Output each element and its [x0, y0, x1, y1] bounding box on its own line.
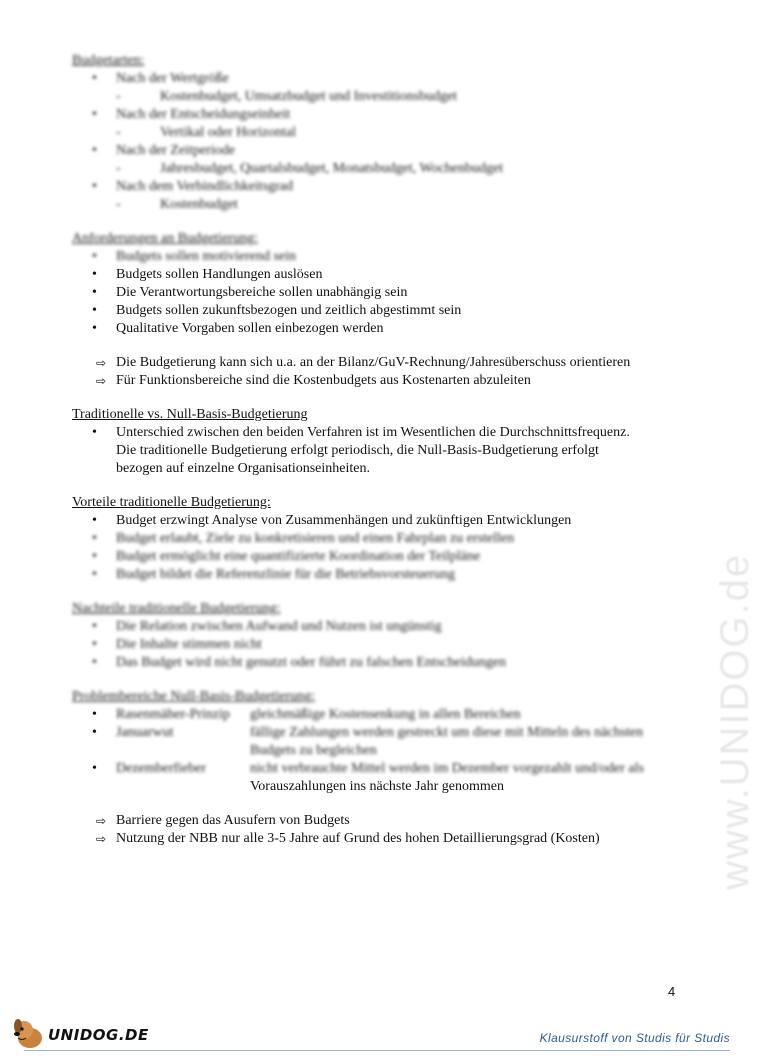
- problem-row: [72, 760, 682, 778]
- section-nachteile: [72, 600, 682, 672]
- list-item: [72, 106, 682, 142]
- section-heading: Budgetarten:: [72, 53, 145, 68]
- section-vorteile: [72, 494, 682, 584]
- section-heading: Vorteile traditionelle Budgetierung:: [72, 495, 271, 510]
- list-item: • Budget erzwingt Analyse von Zusammenhängen und zukünftigen Entwicklungen: [72, 512, 682, 530]
- unidog-logo[interactable]: [6, 1016, 156, 1054]
- arrow-list: [72, 812, 682, 848]
- dog-mascot-icon: [10, 1016, 46, 1052]
- list-item: • Budget bildet die Referenzlinie für die Betriebsvorsteuerung: [72, 566, 682, 584]
- list-item-sub: - Vertikal oder Horizontal: [116, 124, 682, 142]
- page-number: 4: [668, 984, 676, 999]
- footer-divider: [24, 1050, 730, 1051]
- list-item-label: • Nach der Wertgröße: [116, 71, 229, 86]
- problem-row: [72, 724, 682, 742]
- list-item: • Budgets sollen Handlungen auslösen: [72, 266, 682, 284]
- section-heading: Anforderungen an Budgetierung:: [72, 231, 258, 246]
- list-item: • Budgets sollen motivierend sein: [72, 248, 682, 266]
- arrow-item-text: Die Budgetierung kann sich u.a. an der Bilanz/GuV-Rechnung/Jahresüberschuss orientieren: [116, 355, 631, 370]
- section-heading: Nachteile traditionelle Budgetierung:: [72, 601, 281, 616]
- arrow-item: [72, 830, 682, 848]
- footer-tagline: Klausurstoff von Studis für Studis: [539, 1031, 730, 1045]
- arrow-item: [72, 812, 682, 830]
- list-item: [72, 142, 682, 178]
- arrow-right-icon: ⇨: [96, 356, 107, 370]
- list-item-sub: - Kostenbudget: [116, 196, 682, 214]
- arrow-item-text: Nutzung der NBB nur alle 3-5 Jahre auf Grund des hohen Detaillierungsgrad (Kosten): [116, 831, 600, 846]
- list-item: [72, 70, 682, 106]
- bullet-list: [72, 512, 682, 584]
- page-content: [72, 52, 682, 864]
- logo-text: UNIDOG.DE: [48, 1026, 149, 1044]
- list-item: • Die Inhalte stimmen nicht: [72, 636, 682, 654]
- list-item: • Das Budget wird nicht genutzt oder führt zu falschen Entscheidungen: [72, 654, 682, 672]
- list-item-sub: - Jahresbudget, Quartalsbudget, Monatsbudget, Wochenbudget: [116, 160, 682, 178]
- arrow-right-icon: ⇨: [96, 814, 107, 828]
- problem-term: Dezemberfieber: [116, 761, 207, 776]
- problem-term: Rasenmäher-Prinzip: [116, 707, 231, 722]
- arrow-right-icon: ⇨: [96, 374, 107, 388]
- bullet-list: [72, 248, 682, 338]
- problem-row: [72, 706, 682, 724]
- list-item-line: • Unterschied zwischen den beiden Verfahren ist im Wesentlichen die Durchschnittsfrequenz.: [116, 425, 630, 440]
- section-heading: Traditionelle vs. Null-Basis-Budgetierung: [72, 407, 308, 422]
- section-budgetarten: [72, 52, 682, 214]
- arrow-item: [72, 372, 682, 390]
- list-item: [72, 178, 682, 214]
- problem-desc-continued: Budgets zu begleichen: [250, 743, 377, 758]
- arrow-item: [72, 354, 682, 372]
- list-item-label: • Nach dem Verbindlichkeitsgrad: [116, 179, 294, 194]
- section-problembereiche: [72, 688, 682, 848]
- section-traditionell-vs-nbb: [72, 406, 682, 478]
- section-heading: Problembereiche Null-Basis-Budgetierung:: [72, 689, 315, 704]
- list-item: • Budgets sollen zukunftsbezogen und zeitlich abgestimmt sein: [72, 302, 682, 320]
- problem-desc: nicht verbrauchte Mittel werden im Dezember vorgezahlt und/oder als: [250, 761, 644, 776]
- list-item-line: bezogen auf einzelne Organisationseinheiten.: [116, 461, 370, 476]
- list-item: • Die Verantwortungsbereiche sollen unabhängig sein: [72, 284, 682, 302]
- arrow-item-text: Für Funktionsbereiche sind die Kostenbudgets aus Kostenarten abzuleiten: [116, 373, 531, 388]
- problem-term: Januarwut: [116, 725, 174, 740]
- list-item: • Budget ermöglicht eine quantifizierte Koordination der Teilpläne: [72, 548, 682, 566]
- list-item: • Budget erlaubt, Ziele zu konkretisieren und einen Fahrplan zu erstellen: [72, 530, 682, 548]
- bullet-list: [72, 618, 682, 672]
- problem-desc-continued: Vorauszahlungen ins nächste Jahr genommen: [250, 779, 505, 794]
- problem-desc: fällige Zahlungen werden gestreckt um diese mit Mitteln des nächsten: [250, 725, 644, 740]
- list-item-label: • Nach der Zeitperiode: [116, 143, 235, 158]
- problem-desc: gleichmäßige Kostensenkung in allen Bereichen: [250, 707, 521, 722]
- section-anforderungen: [72, 230, 682, 390]
- list-item: [72, 424, 682, 478]
- arrow-right-icon: ⇨: [96, 832, 107, 846]
- list-item-line: Die traditionelle Budgetierung erfolgt periodisch, die Null-Basis-Budgetierung erfolgt: [116, 443, 599, 458]
- bullet-list: [72, 424, 682, 478]
- list-item-label: • Nach der Entscheidungseinheit: [116, 107, 291, 122]
- list-item-sub: - Kostenbudget, Umsatzbudget und Investitionsbudget: [116, 88, 682, 106]
- bullet-list: [72, 70, 682, 214]
- watermark: www.UNIDOG.de: [713, 552, 757, 890]
- list-item: • Qualitative Vorgaben sollen einbezogen werden: [72, 320, 682, 338]
- list-item: • Die Relation zwischen Aufwand und Nutzen ist ungünstig: [72, 618, 682, 636]
- arrow-list: [72, 354, 682, 390]
- arrow-item-text: Barriere gegen das Ausufern von Budgets: [116, 813, 350, 828]
